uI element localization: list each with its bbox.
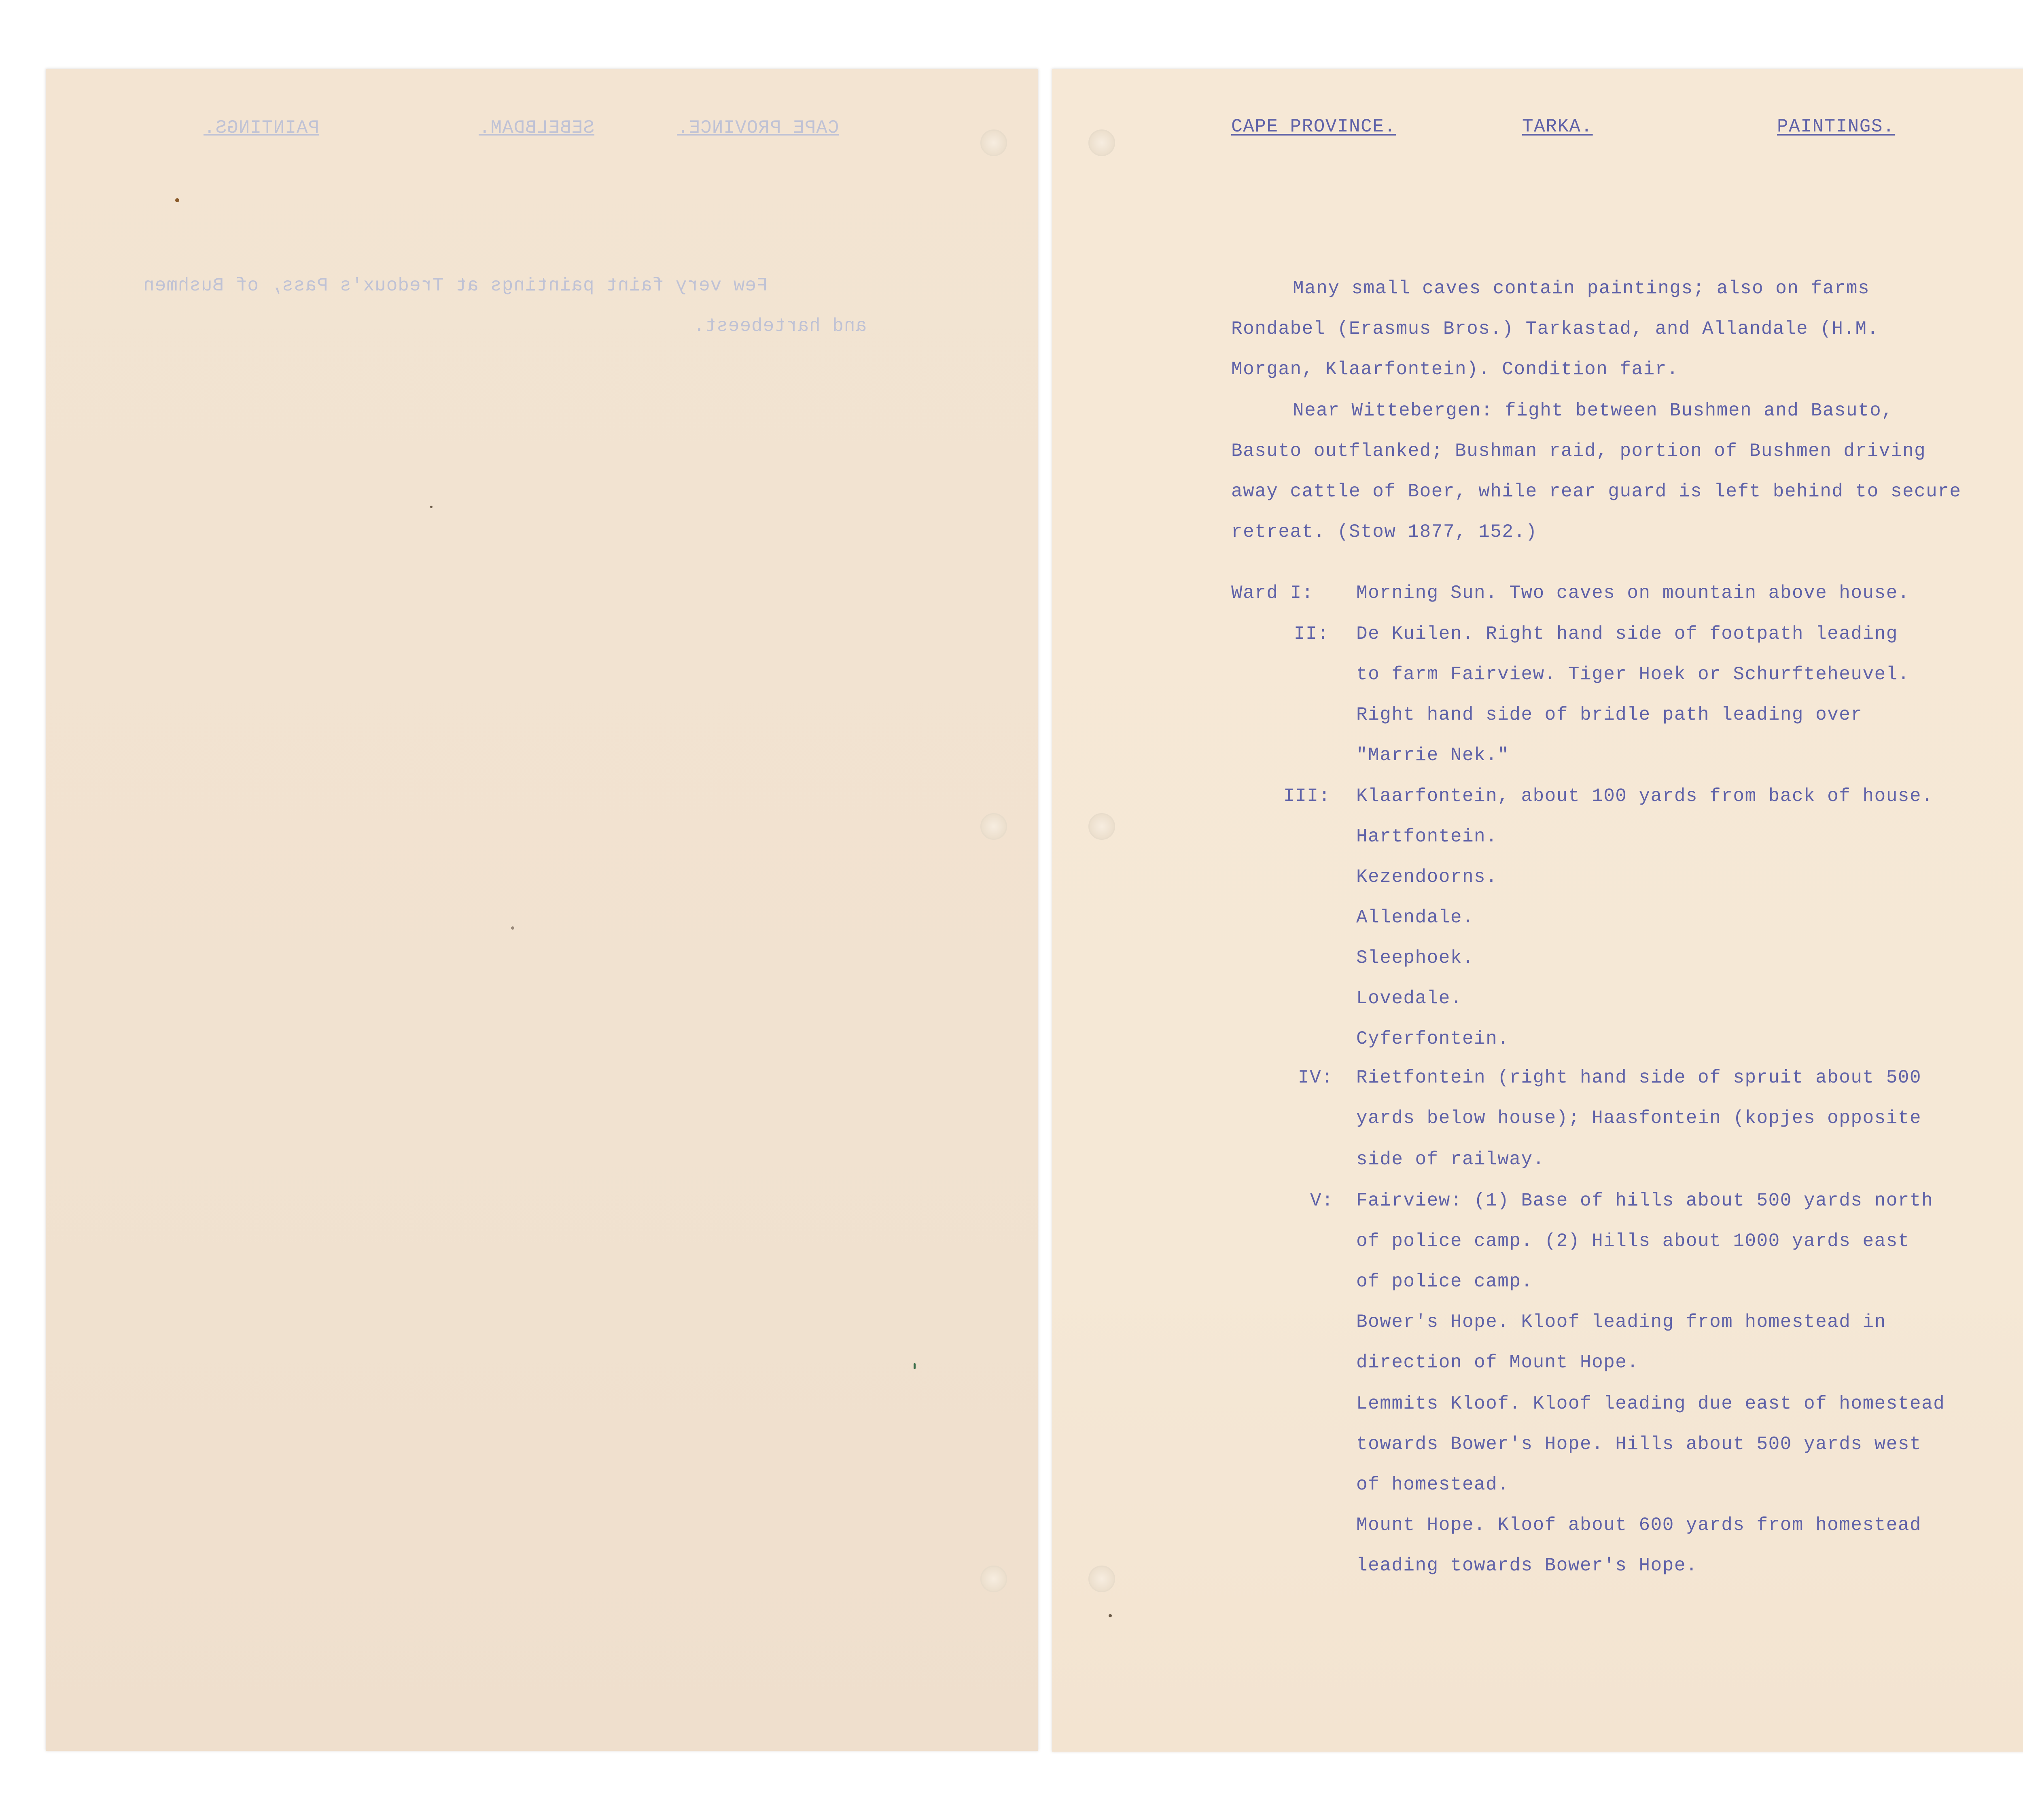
ward-entry: towards Bower's Hope. Hills about 500 yards west (1356, 1434, 1922, 1455)
ward-entry: Bower's Hope. Kloof leading from homestead in (1356, 1312, 1886, 1333)
ward-entry: Fairview: (1) Base of hills about 500 yards north (1356, 1190, 1934, 1211)
ink-speck (914, 1363, 916, 1369)
ward-entry: direction of Mount Hope. (1356, 1352, 1639, 1373)
ward-entry: Kezendoorns. (1356, 867, 1498, 888)
header-province: CAPE PROVINCE. (1231, 116, 1396, 137)
intro-line: Morgan, Klaarfontein). Condition fair. (1231, 359, 1679, 380)
ward-entry: Lovedale. (1356, 988, 1462, 1009)
bleed-header-province: CAPE PROVINCE. (677, 117, 839, 138)
ink-speck (1109, 1614, 1112, 1617)
ink-speck (175, 198, 179, 202)
ward-entry: Morning Sun. Two caves on mountain above house. (1356, 583, 1910, 604)
intro-line: away cattle of Boer, while rear guard is left behind to secure (1231, 481, 1962, 502)
intro-line: Many small caves contain paintings; also on farms (1293, 278, 1870, 299)
header-subject: PAINTINGS. (1777, 116, 1895, 137)
ward-entry: Lemmits Kloof. Kloof leading due east of homestead (1356, 1393, 1945, 1414)
punch-hole-bottom (1088, 1566, 1115, 1592)
ward-entry: yards below house); Haasfontein (kopjes opposite (1356, 1108, 1922, 1129)
intro-line: Near Wittebergen: fight between Bushmen and Basuto, (1293, 400, 1894, 421)
intro-line: Rondabel (Erasmus Bros.) Tarkastad, and Allandale (H.M. (1231, 318, 1879, 339)
ward-entry: of police camp. (1356, 1271, 1533, 1292)
right-page (1052, 69, 2023, 1752)
ward-entry: "Marrie Nek." (1356, 745, 1510, 766)
bleed-header-subject: PAINTINGS. (204, 117, 320, 138)
punch-hole-middle (1088, 813, 1115, 840)
ward-entry: of homestead. (1356, 1474, 1510, 1495)
ink-speck (511, 926, 514, 930)
intro-line: Basuto outflanked; Bushman raid, portion of Bushmen driving (1231, 441, 1926, 462)
intro-line: retreat. (Stow 1877, 152.) (1231, 521, 1537, 542)
ward-entry: De Kuilen. Right hand side of footpath leading (1356, 623, 1898, 644)
ward-entry: Cyferfontein. (1356, 1028, 1510, 1049)
ward-label: IV: (1298, 1067, 1334, 1088)
ward-entry: Right hand side of bridle path leading over (1356, 704, 1863, 725)
punch-hole-middle (980, 813, 1007, 840)
bleed-line-2: and hartebeest. (693, 316, 867, 337)
ward-entry: Rietfontein (right hand side of spruit about 500 (1356, 1067, 1922, 1088)
ward-label: II: (1294, 623, 1330, 644)
ward-entry: to farm Fairview. Tiger Hoek or Schurfteheuvel. (1356, 664, 1910, 685)
ink-speck (430, 506, 433, 508)
ward-entry: Hartfontein. (1356, 826, 1498, 847)
left-page (46, 69, 1038, 1751)
ward-entry: Allendale. (1356, 907, 1474, 928)
header-district: TARKA. (1522, 116, 1593, 137)
ward-entry: Sleephoek. (1356, 947, 1474, 968)
ward-entry: leading towards Bower's Hope. (1356, 1555, 1698, 1576)
punch-hole-top (980, 129, 1007, 156)
punch-hole-top (1088, 129, 1115, 156)
punch-hole-bottom (980, 1566, 1007, 1592)
bleed-header-district: SEBELBDAM. (479, 117, 595, 138)
ward-entry: side of railway. (1356, 1149, 1545, 1170)
bleed-line-1: Few very faint paintings at Tredoux's Pass, of Bushmen (143, 275, 768, 296)
ward-label: Ward I: (1231, 583, 1314, 604)
ward-label: V: (1310, 1190, 1334, 1211)
ward-entry: Klaarfontein, about 100 yards from back of house. (1356, 786, 1934, 807)
ward-entry: Mount Hope. Kloof about 600 yards from homestead (1356, 1515, 1922, 1536)
ward-entry: of police camp. (2) Hills about 1000 yards east (1356, 1231, 1910, 1252)
ward-label: III: (1283, 786, 1331, 807)
